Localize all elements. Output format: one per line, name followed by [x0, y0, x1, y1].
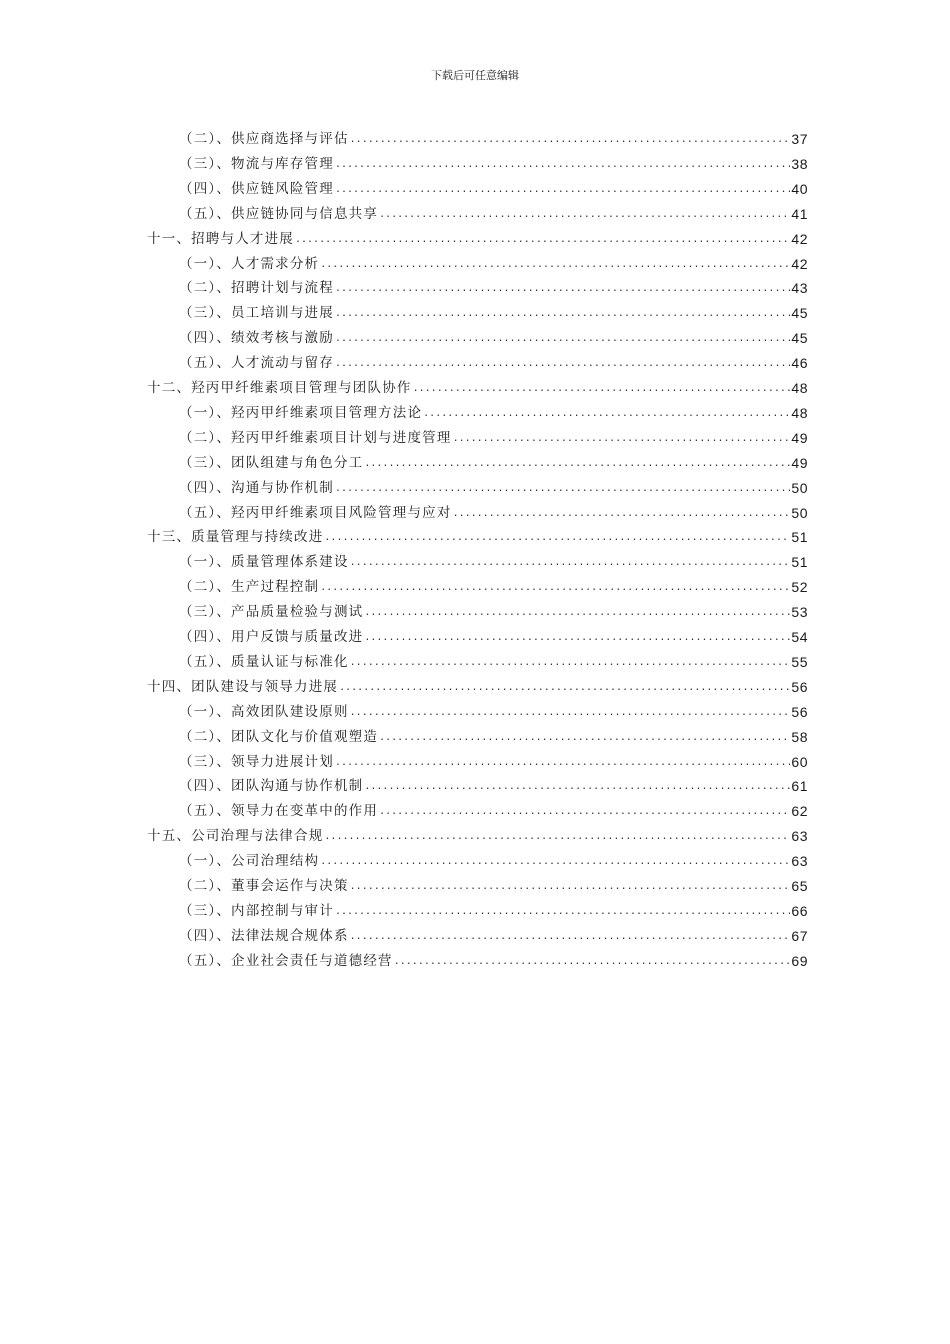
header-note: 下载后可任意编辑 — [431, 69, 519, 82]
toc-dot-leader — [324, 830, 790, 844]
toc-section-entry[interactable] — [179, 724, 808, 746]
toc-dot-leader — [335, 905, 790, 919]
toc-chapter-entry[interactable] — [147, 226, 808, 248]
toc-entry-title: 十二、羟丙甲纤维素项目管理与团队协作 — [147, 380, 412, 396]
toc-page-number: 45 — [791, 305, 808, 322]
toc-section-entry[interactable] — [179, 649, 808, 671]
toc-section-entry[interactable] — [179, 599, 808, 621]
toc-page-number: 38 — [791, 155, 808, 172]
toc-entry-title: （三）、内部控制与审计 — [179, 902, 334, 919]
toc-chapter-entry[interactable] — [147, 674, 808, 696]
toc-entry-title: （四）、绩效考核与激励 — [179, 330, 334, 347]
toc-dot-leader — [320, 581, 790, 595]
toc-dot-leader — [335, 158, 790, 172]
toc-entry-title: （五）、领导力在变革中的作用 — [179, 803, 379, 820]
toc-dot-leader — [335, 357, 790, 371]
toc-entry-title: （二）、生产过程控制 — [179, 579, 320, 596]
toc-page-number: 50 — [791, 479, 808, 496]
toc-dot-leader — [364, 457, 790, 471]
toc-section-entry[interactable] — [179, 350, 808, 372]
toc-page-number: 63 — [791, 853, 808, 870]
toc-page-number: 49 — [791, 429, 808, 446]
toc-entry-title: （五）、质量认证与标准化 — [179, 653, 349, 670]
toc-page-number: 55 — [791, 653, 808, 670]
toc-page-number: 48 — [791, 404, 808, 421]
toc-section-entry[interactable] — [179, 773, 808, 795]
toc-dot-leader — [350, 706, 791, 720]
toc-section-entry[interactable] — [179, 574, 808, 596]
toc-dot-leader — [379, 731, 790, 745]
toc-dot-leader — [335, 282, 790, 296]
toc-page-number: 49 — [791, 454, 808, 471]
toc-dot-leader — [364, 631, 790, 645]
toc-section-entry[interactable] — [179, 425, 808, 447]
toc-page-number: 61 — [791, 778, 808, 795]
toc-page-number: 41 — [791, 205, 808, 222]
toc-section-entry[interactable] — [179, 176, 808, 198]
toc-entry-title: （一）、质量管理体系建设 — [179, 554, 349, 571]
toc-dot-leader — [379, 805, 790, 819]
toc-entry-title: （一）、公司治理结构 — [179, 853, 320, 870]
toc-section-entry[interactable] — [179, 450, 808, 472]
toc-dot-leader — [350, 133, 791, 147]
toc-dot-leader — [320, 258, 790, 272]
toc-section-entry[interactable] — [179, 923, 808, 945]
toc-entry-title: （四）、沟通与协作机制 — [179, 479, 334, 496]
toc-dot-leader — [324, 531, 790, 545]
toc-page-number: 40 — [791, 180, 808, 197]
toc-section-entry[interactable] — [179, 126, 808, 148]
toc-entry-title: （三）、领导力进展计划 — [179, 753, 334, 770]
toc-entry-title: （五）、人才流动与留存 — [179, 355, 334, 372]
toc-section-entry[interactable] — [179, 300, 808, 322]
toc-dot-leader — [350, 930, 791, 944]
toc-section-entry[interactable] — [179, 699, 808, 721]
toc-dot-leader — [423, 407, 790, 421]
toc-entry-title: （二）、团队文化与价值观塑造 — [179, 728, 379, 745]
toc-entry-title: （四）、供应链风险管理 — [179, 180, 334, 197]
toc-dot-leader — [335, 307, 790, 321]
toc-chapter-entry[interactable] — [147, 375, 808, 397]
toc-section-entry[interactable] — [179, 151, 808, 173]
toc-dot-leader — [453, 432, 791, 446]
toc-page-number: 45 — [791, 330, 808, 347]
toc-entry-title: （二）、董事会运作与决策 — [179, 878, 349, 894]
toc-section-entry[interactable] — [179, 500, 808, 522]
toc-entry-title: （二）、供应商选择与评估 — [179, 131, 349, 147]
toc-section-entry[interactable] — [179, 848, 808, 870]
toc-dot-leader — [413, 382, 791, 396]
toc-dot-leader — [339, 681, 790, 695]
toc-entry-title: （四）、用户反馈与质量改进 — [179, 629, 364, 645]
toc-dot-leader — [350, 556, 791, 570]
toc-section-entry[interactable] — [179, 275, 808, 297]
toc-entry-title: （三）、员工培训与进展 — [179, 305, 334, 322]
toc-entry-title: （三）、团队组建与角色分工 — [179, 454, 364, 471]
toc-page-number: 51 — [791, 554, 808, 571]
toc-page-number: 54 — [791, 629, 808, 645]
toc-dot-leader — [394, 955, 791, 969]
toc-section-entry[interactable] — [179, 475, 808, 497]
toc-entry-title: （四）、团队沟通与协作机制 — [179, 778, 364, 795]
toc-page-number: 60 — [791, 753, 808, 770]
toc-dot-leader — [320, 855, 790, 869]
toc-page-number: 56 — [791, 703, 808, 720]
toc-entry-title: （四）、法律法规合规体系 — [179, 927, 349, 944]
toc-page-number: 67 — [791, 927, 808, 944]
toc-page-number: 58 — [791, 728, 808, 745]
toc-dot-leader — [335, 482, 790, 496]
toc-entry-title: （五）、供应链协同与信息共享 — [179, 205, 379, 222]
toc-entry-title: （三）、产品质量检验与测试 — [179, 604, 364, 621]
toc-dot-leader — [335, 183, 790, 197]
toc-section-entry[interactable] — [179, 624, 808, 646]
toc-page-number: 53 — [791, 604, 808, 621]
toc-dot-leader — [295, 233, 790, 247]
toc-entry-title: 十一、招聘与人才进展 — [147, 230, 294, 247]
toc-entry-title: （一）、高效团队建设原则 — [179, 703, 349, 720]
toc-entry-title: （二）、招聘计划与流程 — [179, 280, 334, 297]
toc-page-number: 62 — [791, 803, 808, 820]
toc-page-number: 52 — [791, 579, 808, 596]
toc-entry-title: （三）、物流与库存管理 — [179, 155, 334, 172]
toc-page-number: 66 — [791, 902, 808, 919]
toc-dot-leader — [350, 880, 791, 894]
toc-section-entry[interactable] — [179, 251, 808, 273]
toc-page-number: 63 — [791, 828, 808, 845]
toc-page-number: 42 — [791, 255, 808, 272]
toc-section-entry[interactable] — [179, 325, 808, 347]
toc-dot-leader — [453, 507, 791, 521]
toc-page-number: 46 — [791, 355, 808, 372]
toc-section-entry[interactable] — [179, 201, 808, 223]
toc-page-number: 48 — [791, 380, 808, 396]
toc-entry-title: （五）、羟丙甲纤维素项目风险管理与应对 — [179, 504, 452, 521]
toc-page-number: 65 — [791, 878, 808, 894]
toc-section-entry[interactable] — [179, 898, 808, 920]
toc-entry-title: （一）、羟丙甲纤维素项目管理方法论 — [179, 404, 423, 421]
toc-dot-leader — [335, 332, 790, 346]
toc-section-entry[interactable] — [179, 798, 808, 820]
toc-page-number: 43 — [791, 280, 808, 297]
toc-chapter-entry[interactable] — [147, 524, 808, 546]
toc-section-entry[interactable] — [179, 948, 808, 970]
toc-dot-leader — [335, 756, 790, 770]
toc-section-entry[interactable] — [179, 873, 808, 895]
toc-entry-title: 十五、公司治理与法律合规 — [147, 828, 324, 845]
toc-page-number: 69 — [791, 952, 808, 969]
toc-section-entry[interactable] — [179, 549, 808, 571]
toc-entry-title: （五）、企业社会责任与道德经营 — [179, 952, 393, 969]
toc-dot-leader — [379, 208, 790, 222]
toc-page-number: 42 — [791, 230, 808, 247]
toc-section-entry[interactable] — [179, 400, 808, 422]
toc-entry-title: 十三、质量管理与持续改进 — [147, 529, 324, 546]
toc-entry-title: （一）、人才需求分析 — [179, 255, 320, 272]
toc-page-number: 56 — [791, 678, 808, 695]
toc-chapter-entry[interactable] — [147, 823, 808, 845]
toc-section-entry[interactable] — [179, 749, 808, 771]
toc-page-number: 51 — [791, 529, 808, 546]
toc-dot-leader — [364, 606, 790, 620]
toc-dot-leader — [350, 656, 791, 670]
toc-entry-title: 十四、团队建设与领导力进展 — [147, 678, 339, 695]
toc-dot-leader — [364, 780, 790, 794]
toc-page-number: 50 — [791, 504, 808, 521]
toc-entry-title: （二）、羟丙甲纤维素项目计划与进度管理 — [179, 429, 452, 446]
toc-page-number: 37 — [791, 131, 808, 147]
